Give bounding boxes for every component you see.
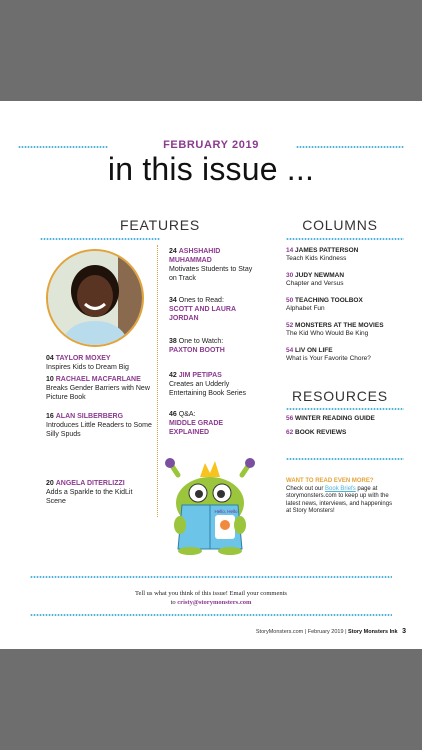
book-cover-title: Hello, Hello: [214, 509, 238, 514]
feedback-note: Tell us what you think of this issue! Email your comments to cristy@storymonsters.com: [135, 590, 287, 606]
resources-dotted-rule: [286, 457, 404, 461]
column-entry[interactable]: 30 JUDY NEWMAN Chapter and Versus: [286, 272, 345, 287]
page-title: in this issue ...: [107, 151, 315, 187]
read-more-heading: WANT TO READ EVEN MORE?: [286, 478, 374, 484]
resource-entry[interactable]: 62 BOOK REVIEWS: [286, 429, 347, 436]
column-entry[interactable]: 54 LIV ON LIFE What is Your Favorite Chore?: [286, 347, 371, 362]
resources-dotted-rule: [286, 407, 404, 411]
columns-dotted-rule: [286, 237, 404, 241]
feedback-email-link[interactable]: cristy@storymonsters.com: [177, 599, 252, 606]
feature-entry[interactable]: 24 ASHSHAHID MUHAMMAD Motivates Students to Stay on Track: [169, 248, 253, 282]
feature-entry[interactable]: 04 TAYLOR MOXEY Inspires Kids to Dream Big: [46, 355, 129, 371]
bottom-dotted-rule: [30, 575, 392, 579]
issue-month: FEBRUARY 2019: [163, 139, 259, 151]
resources-heading: RESOURCES: [292, 388, 388, 404]
column-entry[interactable]: 14 JAMES PATTERSON Teach Kids Kindness: [286, 247, 359, 262]
column-entry[interactable]: 50 TEACHING TOOLBOX Alphabet Fun: [286, 297, 363, 312]
feature-entry[interactable]: 20 ANGELA DITERLIZZI Adds a Sparkle to the KidLit Scene: [46, 480, 133, 505]
resource-entry[interactable]: 56 WINTER READING GUIDE: [286, 415, 375, 422]
feature-entry[interactable]: 16 ALAN SILBERBERG Introduces Little Readers to Some Silly Spuds: [46, 413, 152, 438]
magazine-page: [0, 101, 422, 649]
read-more-box: WANT TO READ EVEN MORE? Check out our Book Briefs page at storymonsters.com to keep up with the latest news, interviews, and happenings at Story Monsters!: [286, 478, 398, 516]
feature-divider: [157, 245, 158, 517]
features-heading: FEATURES: [120, 217, 201, 233]
feature-entry[interactable]: 38 One to Watch: PAXTON BOOTH: [169, 338, 225, 354]
feature-entry[interactable]: 10 RACHAEL MACFARLANE Breaks Gender Barriers with New Picture Book: [46, 376, 150, 401]
feature-entry[interactable]: 42 JIM PETIPAS Creates an Udderly Entertaining Book Series: [169, 372, 247, 397]
author-photo: [46, 249, 144, 347]
feature-entry[interactable]: 34 Ones to Read: SCOTT AND LAURA JORDAN: [169, 297, 236, 322]
features-dotted-rule: [40, 237, 160, 241]
feature-entry[interactable]: 46 Q&A: MIDDLE GRADE EXPLAINED: [169, 411, 224, 436]
column-entry[interactable]: 52 MONSTERS AT THE MOVIES The Kid Who Would Be King: [286, 322, 384, 337]
book-briefs-link[interactable]: Book Briefs: [325, 485, 356, 492]
columns-heading: COLUMNS: [302, 217, 378, 233]
bottom-dotted-rule: [30, 613, 392, 617]
page-footer: StoryMonsters.com | February 2019 | Story Monsters Ink 3: [255, 628, 406, 635]
page-number: 3: [402, 628, 406, 635]
monster-reading-illustration: [160, 453, 260, 555]
